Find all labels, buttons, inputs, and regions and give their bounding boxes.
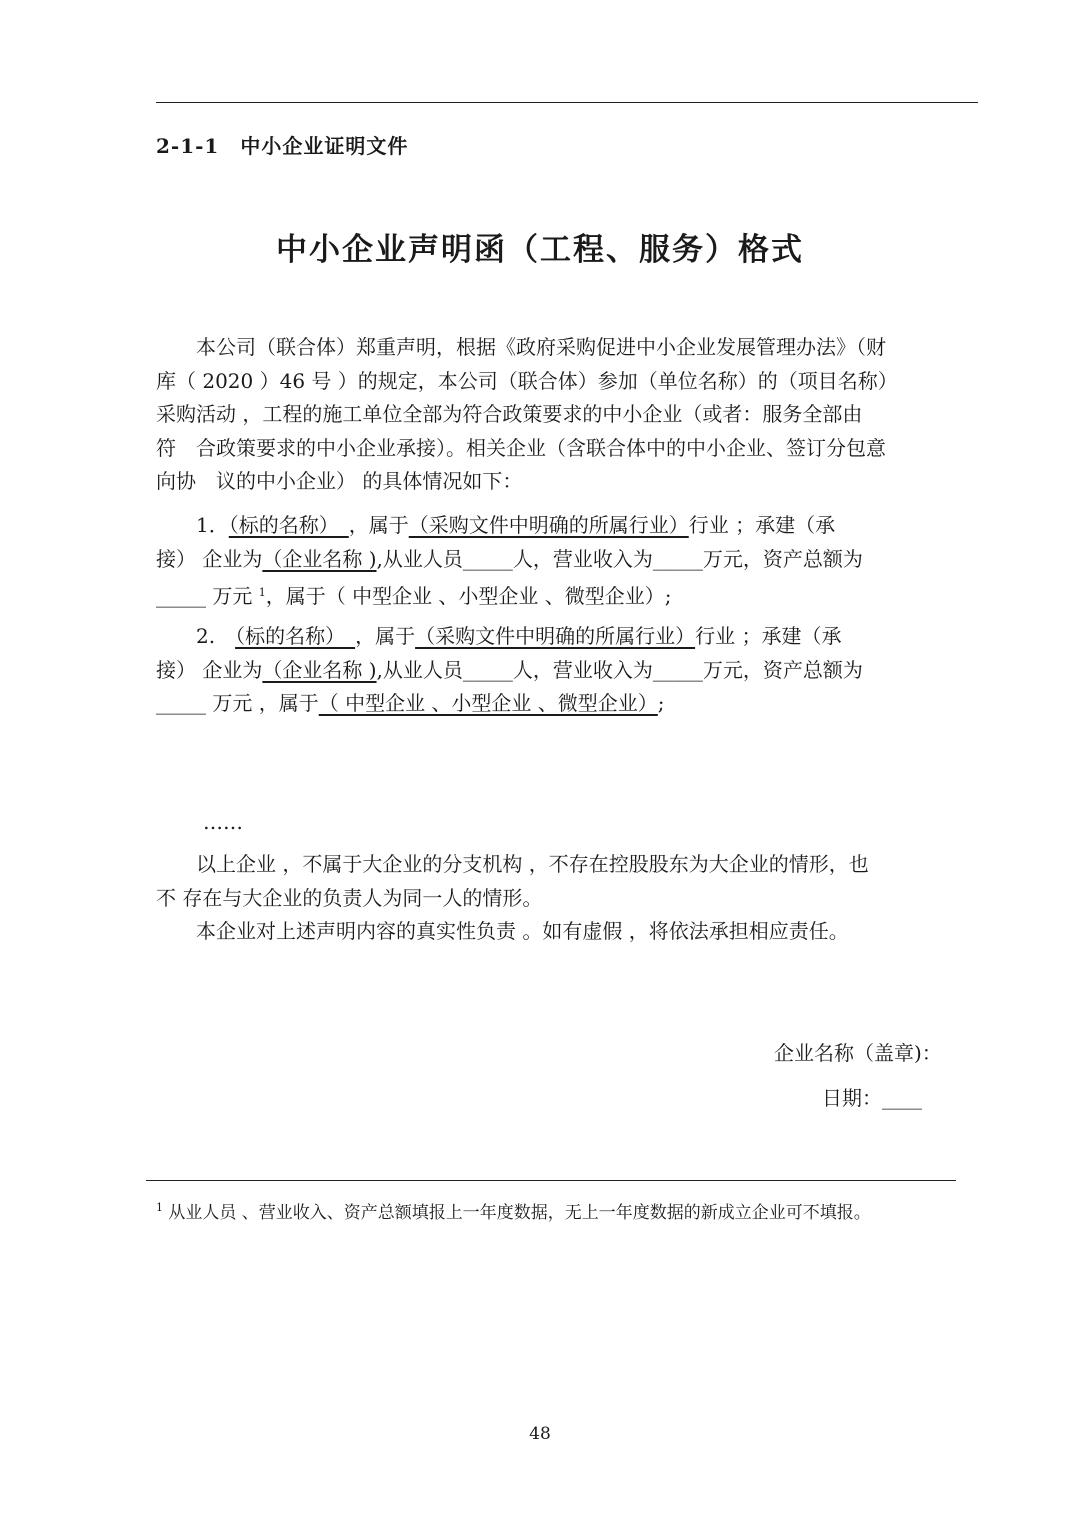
item-2-bid-name: （标的名称） bbox=[235, 624, 356, 648]
section-heading: 2-1-1 中小企业证明文件 bbox=[156, 134, 409, 158]
intro-line: 符 合政策要求的中小企业承接）。相关企业（含联合体中的中小企业、签订分包意 bbox=[156, 435, 886, 460]
item-1-line3-post: ，属于（ 中型企业 、小型企业 、微型企业）; bbox=[265, 584, 672, 608]
page-number: 48 bbox=[529, 1424, 551, 1444]
intro-paragraph bbox=[156, 331, 986, 499]
closing-paragraph bbox=[156, 848, 986, 949]
item-2-company: （企业名称 ) bbox=[262, 657, 377, 682]
footnote-reference: 1 bbox=[258, 586, 266, 599]
item-1-line2-post: ,从业人员_____人，营业收入为_____万元，资产总额为 bbox=[376, 546, 863, 571]
item-1-line2-pre: 接） 企业为 bbox=[156, 546, 263, 571]
item-1-builder: 行业 ；承建（承 bbox=[688, 513, 836, 537]
item-1 bbox=[156, 509, 986, 610]
intro-line: 采购活动 ，工程的施工单位全部为符合政策要求的中小企业（或者：服务全部由 bbox=[156, 402, 863, 426]
footnote bbox=[156, 1198, 871, 1223]
item-2-line3-pre: _____ 万元 ，属于 bbox=[156, 691, 319, 715]
closing-line: 不 存在与大企业的负责人为同一人的情形。 bbox=[156, 885, 543, 910]
item-2-line-1 bbox=[156, 620, 986, 654]
item-1-number: 1． bbox=[156, 513, 229, 537]
date-label: 日期：____ bbox=[822, 1086, 922, 1110]
closing-line: 以上企业 ，不属于大企业的分支机构 ，不存在控股股东为大企业的情形，也 bbox=[156, 852, 869, 876]
document-title: 中小企业声明函（工程、服务）格式 bbox=[276, 232, 804, 268]
item-1-line-3 bbox=[156, 576, 986, 610]
item-1-bid-name: （标的名称） bbox=[228, 513, 349, 537]
item-2-line-2 bbox=[156, 654, 986, 688]
item-2-number: 2. bbox=[156, 624, 236, 648]
top-rule bbox=[156, 102, 978, 103]
item-1-company: （企业名称 ) bbox=[262, 546, 377, 571]
intro-line: 向协 议的中小企业） 的具体情况如下： bbox=[156, 469, 523, 493]
footnote-mark: 1 bbox=[156, 1201, 163, 1214]
item-2-builder: 行业 ；承建（承 bbox=[695, 624, 842, 648]
intro-line: 本公司（联合体）郑重声明，根据《政府采购促进中小企业发展管理办法》（财 bbox=[156, 335, 886, 359]
item-2 bbox=[156, 620, 986, 721]
company-seal-label: 企业名称（盖章)： bbox=[774, 1041, 942, 1065]
item-2-line2-pre: 接） 企业为 bbox=[156, 657, 263, 682]
item-1-line-1 bbox=[156, 509, 986, 543]
item-2-industry: （采购文件中明确的所属行业） bbox=[415, 624, 696, 648]
item-2-belongs: ，属于 bbox=[355, 624, 416, 648]
intro-line: 库（ 2020 ）46 号 ）的规定，本公司（联合体）参加（单位名称）的（项目名称） bbox=[156, 368, 898, 393]
item-1-belongs: ，属于 bbox=[348, 513, 409, 537]
item-2-categories: （ 中型企业 、小型企业 、微型企业） bbox=[318, 691, 658, 715]
footnote-text: 从业人员 、营业收入、资产总额填报上一年度数据，无上一年度数据的新成立企业可不填报。 bbox=[168, 1203, 871, 1223]
item-1-line-2 bbox=[156, 543, 986, 577]
item-1-line3-pre: _____ 万元 bbox=[156, 584, 259, 608]
item-2-line-3 bbox=[156, 687, 986, 721]
item-2-line3-post: ; bbox=[657, 691, 665, 715]
item-1-industry: （采购文件中明确的所属行业） bbox=[408, 513, 689, 537]
item-2-line2-post: ,从业人员_____人，营业收入为_____万元，资产总额为 bbox=[376, 657, 863, 682]
closing-line: 本企业对上述声明内容的真实性负责 。如有虚假 ，将依法承担相应责任。 bbox=[156, 919, 849, 943]
footnote-rule bbox=[146, 1180, 956, 1181]
ellipsis: …… bbox=[203, 810, 243, 834]
